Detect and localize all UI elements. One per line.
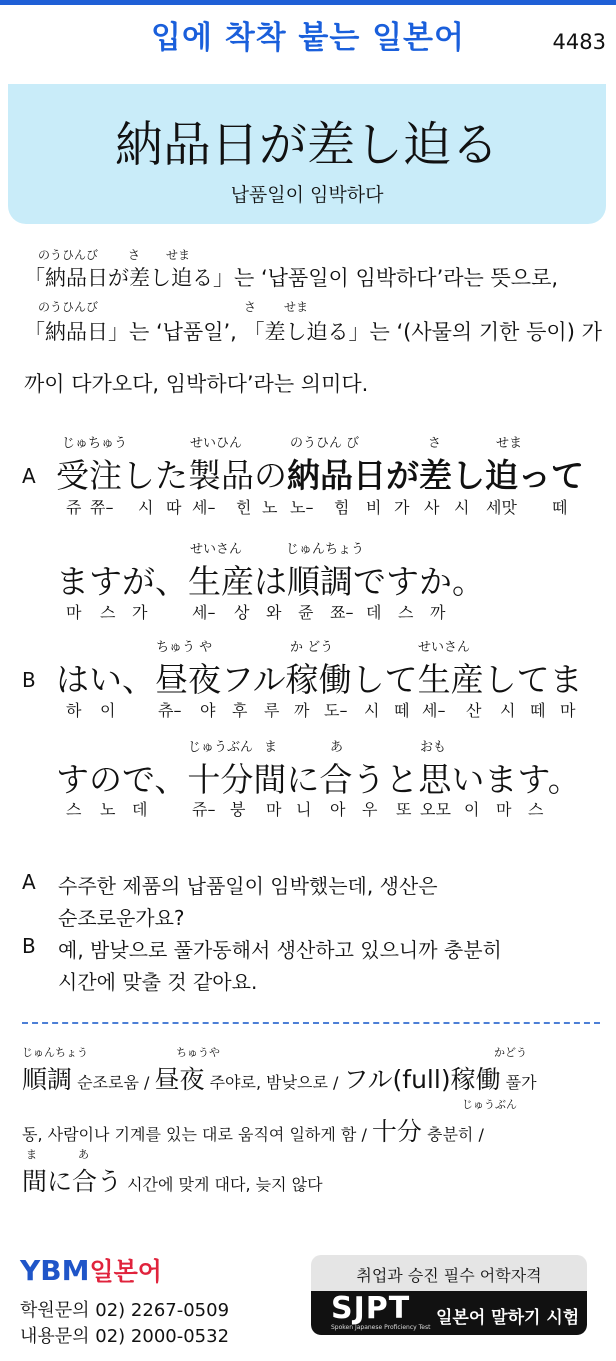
section-divider <box>22 1022 600 1024</box>
contact-academy: 학원문의 02) 2267-0509 <box>20 1300 230 1321</box>
vocab-line-2: 동, 사람이나 기계를 있는 대로 움직여 일하게 함 / 十分 충분히 / <box>22 1117 484 1146</box>
vocab-furi-kadou: かどう <box>494 1046 527 1059</box>
vocab-furi-junchou: じゅんちょう <box>22 1046 88 1059</box>
ruby-sema-2: せま <box>284 300 309 314</box>
headline-japanese: 納品日が差し迫る <box>114 117 499 173</box>
furi-juchuu: じゅちゅう <box>62 436 128 451</box>
translation-a-line-1: 수주한 제품의 납품일이 임박했는데, 생산은 <box>58 874 438 898</box>
translation-b-line-2: 시간에 맞출 것 같아요. <box>58 970 258 994</box>
vocab-furi-juubun: じゅうぶん <box>462 1098 517 1111</box>
furi-seihin: せいひん <box>190 436 243 451</box>
headline-korean: 납품일이 임박하다 <box>230 184 384 206</box>
series-title: 입에 착착 붙는 일본어 <box>151 20 465 56</box>
dialogue-b-line-1: はい、昼夜フル稼働して生産してま <box>56 660 583 699</box>
sjpt-banner[interactable] <box>311 1255 587 1335</box>
furi-sa: さ <box>428 436 442 451</box>
intro-line-2: 「納品日」는 ‘납품일’, 「差し迫る」는 ‘(사물의 기한 등이) 가 <box>24 320 602 344</box>
top-rule <box>0 0 616 5</box>
translation-b-line-1: 예, 밤낮으로 풀가동해서 생산하고 있으니까 충분히 <box>58 938 502 962</box>
banner-dark-strip <box>311 1291 587 1335</box>
vocab-line-3: 間に合う 시간에 맞게 대다, 늦지 않다 <box>22 1167 323 1196</box>
ruby-sema: せま <box>166 248 191 262</box>
intro-line-3: 까이 다가오다, 임박하다’라는 의미다. <box>24 372 369 396</box>
sjpt-logo-subtitle: Spoken Japanese Proficiency Test <box>331 1324 431 1331</box>
vocab-furi-ma: ま <box>26 1148 37 1161</box>
speaker-b: B <box>22 668 36 692</box>
ybm-logo: YBM일본어 <box>20 1254 162 1287</box>
vocab-furi-chuuya: ちゅうや <box>176 1046 220 1059</box>
speaker-a: A <box>22 464 36 488</box>
translation-b-label: B <box>22 934 36 958</box>
furi-kadou: か どう <box>290 640 334 655</box>
translation-a-line-2: 순조로운가요? <box>58 906 185 930</box>
vocab-line-1: 順調 순조로움 / 昼夜 주야로, 밤낮으로 / フル(full)稼働 풀가 <box>22 1065 537 1094</box>
intro-line-1: 「納品日が差し迫る」는 ‘납품일이 임박하다’라는 뜻으로, <box>24 266 559 290</box>
furi-sema: せま <box>496 436 523 451</box>
banner-test-name: 일본어 말하기 시험 <box>436 1308 580 1328</box>
dialogue-a-line-1: 受注した製品の納品日が差し迫って <box>56 456 584 495</box>
title-box <box>8 84 606 224</box>
sjpt-logo: SJPT <box>331 1291 411 1326</box>
ruby-sa: さ <box>128 248 141 262</box>
dialogue-b-line-2: すので、十分間に合うと思います。 <box>56 760 581 799</box>
translation-a-label: A <box>22 870 36 894</box>
vocab-furi-a: あ <box>78 1148 89 1161</box>
ruby-nouhinbi-2: のうひんび <box>38 300 99 314</box>
contact-content: 내용문의 02) 2000-0532 <box>20 1326 230 1347</box>
furi-junchou: じゅんちょう <box>286 542 365 557</box>
issue-number: 4483 <box>552 30 606 54</box>
furi-omo: おも <box>420 740 447 755</box>
ruby-nouhinbi: のうひんび <box>38 248 99 262</box>
furi-seisan-2: せいさん <box>418 640 471 655</box>
furi-nouhinbi: のうひん び <box>290 436 360 451</box>
ruby-sa-2: さ <box>244 300 257 314</box>
furi-seisan: せいさん <box>190 542 243 557</box>
dialogue-a-line-2: ますが、生産は順調ですか。 <box>56 562 485 601</box>
furi-ma: ま <box>264 740 278 755</box>
banner-tagline: 취업과 승진 필수 어학자격 <box>356 1266 542 1285</box>
furi-chuuya: ちゅう や <box>156 640 213 655</box>
furi-juubun: じゅうぶん <box>188 740 254 755</box>
furi-a: あ <box>330 740 344 755</box>
